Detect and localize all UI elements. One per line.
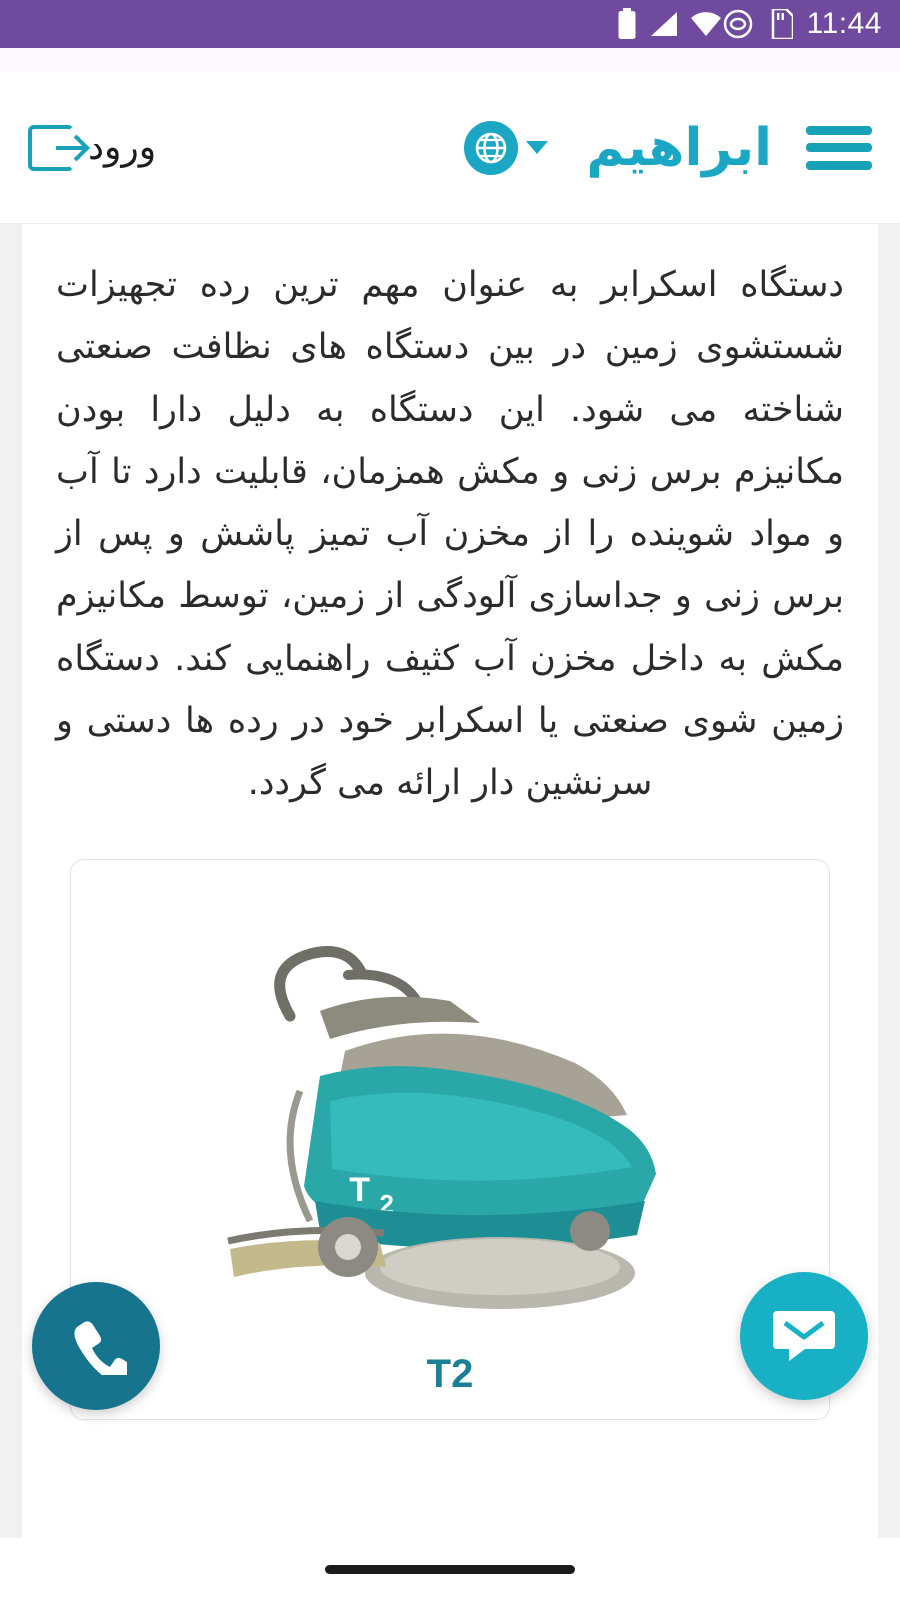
chat-fab-button[interactable] <box>740 1272 868 1400</box>
language-switcher[interactable] <box>464 121 548 175</box>
wifi-icon <box>689 10 723 38</box>
signal-icon <box>647 10 679 38</box>
status-bar-right <box>617 8 723 40</box>
battery-icon <box>617 8 637 40</box>
status-bar <box>0 0 900 48</box>
login-label: ورود <box>88 127 157 168</box>
product-image <box>91 886 809 1346</box>
site-logo[interactable] <box>586 117 772 178</box>
globe-icon <box>464 121 518 175</box>
login-icon <box>28 125 74 171</box>
login-button[interactable] <box>28 125 156 171</box>
hamburger-menu-icon[interactable] <box>806 122 872 174</box>
brand-name: ابراهیم <box>586 117 772 178</box>
scrubber-machine-illustration <box>170 901 730 1331</box>
product-title: T2 <box>426 1351 474 1396</box>
sd-card-icon <box>767 9 793 39</box>
site-header <box>0 72 900 224</box>
phone-icon <box>65 1313 127 1379</box>
chevron-down-icon <box>526 141 548 154</box>
svg-text:2: 2 <box>379 1188 394 1219</box>
article-paragraph: دستگاه اسکرابر به عنوان مهم ترین رده تجهیزات شستشوی زمین در بین دستگاه های نظافت صنعتی شناخته می شود. این دستگاه به دلیل دارا بودن مکانیزم برس زنی و مکش همزمان، قابلیت دارد تا آب و مواد شوینده را از مخزن آب تمیز پاشش و پس از برس زنی و جداسازی آلودگی از زمین، توسط مکانیزم مکش به داخل مخزن آب کثیف راهنمایی کند. دستگاه زمین شوی صنعتی یا اسکرابر خود در رده ها دستی و سرنشین دار ارائه می گردد. <box>56 265 844 804</box>
call-fab-button[interactable] <box>32 1282 160 1410</box>
browser-chrome-strip <box>0 48 900 72</box>
status-clock: 11:44 <box>806 7 882 40</box>
chat-bubble-icon <box>771 1303 837 1369</box>
camera-icon <box>723 9 753 39</box>
product-card[interactable] <box>70 859 830 1420</box>
status-bar-left <box>723 7 882 41</box>
svg-text:T: T <box>349 1170 370 1209</box>
android-nav-bar <box>0 1538 900 1600</box>
home-indicator[interactable] <box>325 1565 575 1574</box>
page-body <box>0 224 900 1538</box>
